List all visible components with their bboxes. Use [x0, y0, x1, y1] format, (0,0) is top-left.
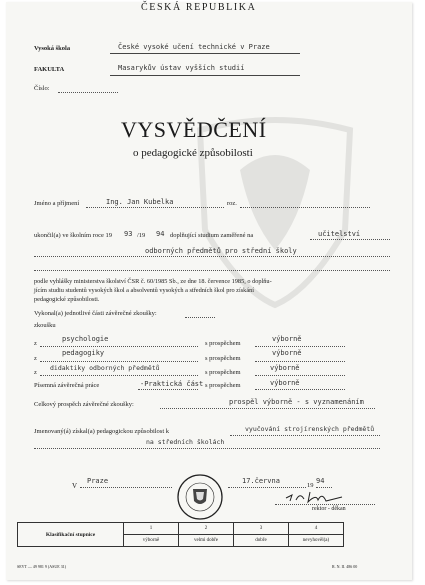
study-year-mid: /19: [137, 232, 146, 239]
official-stamp: [176, 473, 224, 521]
grading-scale-label: Klasifikační stupnice: [18, 523, 124, 547]
grading-scale-table: [17, 522, 344, 547]
exam-result-rule: [255, 375, 345, 376]
written-work-value: -Praktická část: [140, 380, 204, 388]
exam-rule: [40, 361, 198, 362]
school-value: České vysoké učení technické v Praze: [118, 43, 270, 51]
qualification-label: Jmenovaný(á) získal(a) pedagogickou způsobilost k: [34, 428, 170, 435]
certificate-subtitle: o pedagogické způsobilosti: [133, 147, 253, 159]
signoff-date: 17.června: [242, 477, 280, 485]
signature: [282, 488, 352, 504]
grade-word: výborně: [124, 535, 179, 547]
overall-value: prospěl výborně - s vyznamenáním: [229, 398, 364, 406]
signoff-place: Praze: [87, 477, 109, 485]
written-result-label: s prospěchem: [205, 382, 241, 389]
exams-heading: zkoušku: [34, 322, 56, 329]
qualification-rule2: [34, 448, 380, 449]
signoff-year-prefix: 19: [307, 482, 314, 489]
number-line: [58, 92, 118, 93]
number-label: Číslo:: [34, 85, 50, 92]
written-result: výborně: [270, 379, 300, 387]
exam-rule: [40, 346, 198, 347]
faculty-line: [110, 75, 300, 76]
exam-z: z: [34, 369, 37, 376]
study-year-to: 94: [156, 230, 165, 238]
exam-result-label: s prospěchem: [205, 355, 241, 362]
born-line: [240, 207, 370, 208]
qualification-line2: na středních školách: [146, 438, 225, 446]
school-line: [110, 53, 300, 54]
footer-left: SEVT — 49 981 9 (ASUE 31): [17, 564, 67, 569]
born-label: roz.: [227, 200, 237, 207]
grade-number: 1: [124, 523, 179, 535]
exam-z: z: [34, 340, 37, 347]
study-focus-line1-rule: [310, 239, 390, 240]
name-label: Jméno a příjmení: [34, 200, 80, 207]
faculty-label: FAKULTA: [34, 66, 65, 73]
exam-result-label: s prospěchem: [205, 340, 241, 347]
certificate-title: VYSVĚDČENÍ: [121, 117, 267, 142]
signer-role: rektor - děkan: [312, 506, 346, 512]
study-suffix: doplňující studium zaměřené na: [170, 232, 254, 239]
signoff-v: V: [72, 482, 78, 490]
grade-word: nevyhověl(a): [289, 535, 344, 547]
exam-subject: pedagogiky: [62, 349, 105, 357]
exam-subject: didaktiky odborných předmětů: [50, 364, 160, 372]
exam-result: výborně: [272, 349, 302, 357]
exam-z: z: [34, 355, 37, 362]
overall-label: Celkový prospěch závěrečné zkoušky:: [34, 401, 134, 408]
written-result-rule: [255, 389, 345, 390]
written-work-label: Písemná závěrečná práce: [34, 382, 100, 389]
legal-line1: podle vyhlášky ministerstva školství ČSR č. 60/1985 Sb., ze dne 18. července 1985, o doplňu-: [34, 278, 272, 285]
written-work-rule: [138, 389, 198, 390]
overall-rule: [160, 408, 375, 409]
study-focus-line2: odborných předmětů pro střední školy: [145, 247, 297, 255]
signature-rule: [275, 504, 375, 505]
qualification-line1: vyučování strojírenských předmětů: [245, 425, 375, 433]
school-label: Vysoká škola: [34, 45, 71, 52]
signoff-place-rule: [80, 487, 172, 488]
exam-subject: psychologie: [62, 335, 109, 343]
faculty-value: Masarykův ústav vyšších studií: [118, 64, 245, 72]
qualification-rule1: [230, 435, 380, 436]
study-prefix: ukončil(a) ve školním roce 19: [34, 232, 112, 239]
name-value: Ing. Jan Kubelka: [106, 198, 174, 206]
study-focus-line1: učitelství: [318, 230, 361, 238]
state-heading: ČESKÁ REPUBLIKA: [141, 2, 257, 13]
grade-word: dobře: [234, 535, 289, 547]
legal-line2: jícím studiu studentů vysokých škol a absolventů vysokých a středních škol pro získání: [34, 287, 255, 294]
exam-result: výborně: [270, 364, 300, 372]
exam-result-rule: [255, 346, 345, 347]
grade-number: 2: [179, 523, 234, 535]
exam-result-rule: [255, 361, 345, 362]
grade-word: velmi dobře: [179, 535, 234, 547]
grade-number: 4: [289, 523, 344, 535]
exam-rule: [40, 375, 198, 376]
exam-result-label: s prospěchem: [205, 369, 241, 376]
exams-intro: Vykonal(a) jednotlivé části závěrečné zkoušky:: [34, 310, 157, 317]
study-focus-line2-rule: [34, 256, 390, 257]
exams-intro-rule: [185, 317, 215, 318]
name-line: [86, 207, 224, 208]
study-year-from: 93: [124, 230, 133, 238]
legal-line3: pedagogické způsobilosti.: [34, 296, 100, 303]
exam-result: výborně: [272, 335, 302, 343]
signoff-year: 94: [316, 477, 325, 485]
footer-right: R. N. II. 486 00: [332, 564, 358, 569]
grade-number: 3: [234, 523, 289, 535]
blank-rule: [34, 270, 390, 271]
